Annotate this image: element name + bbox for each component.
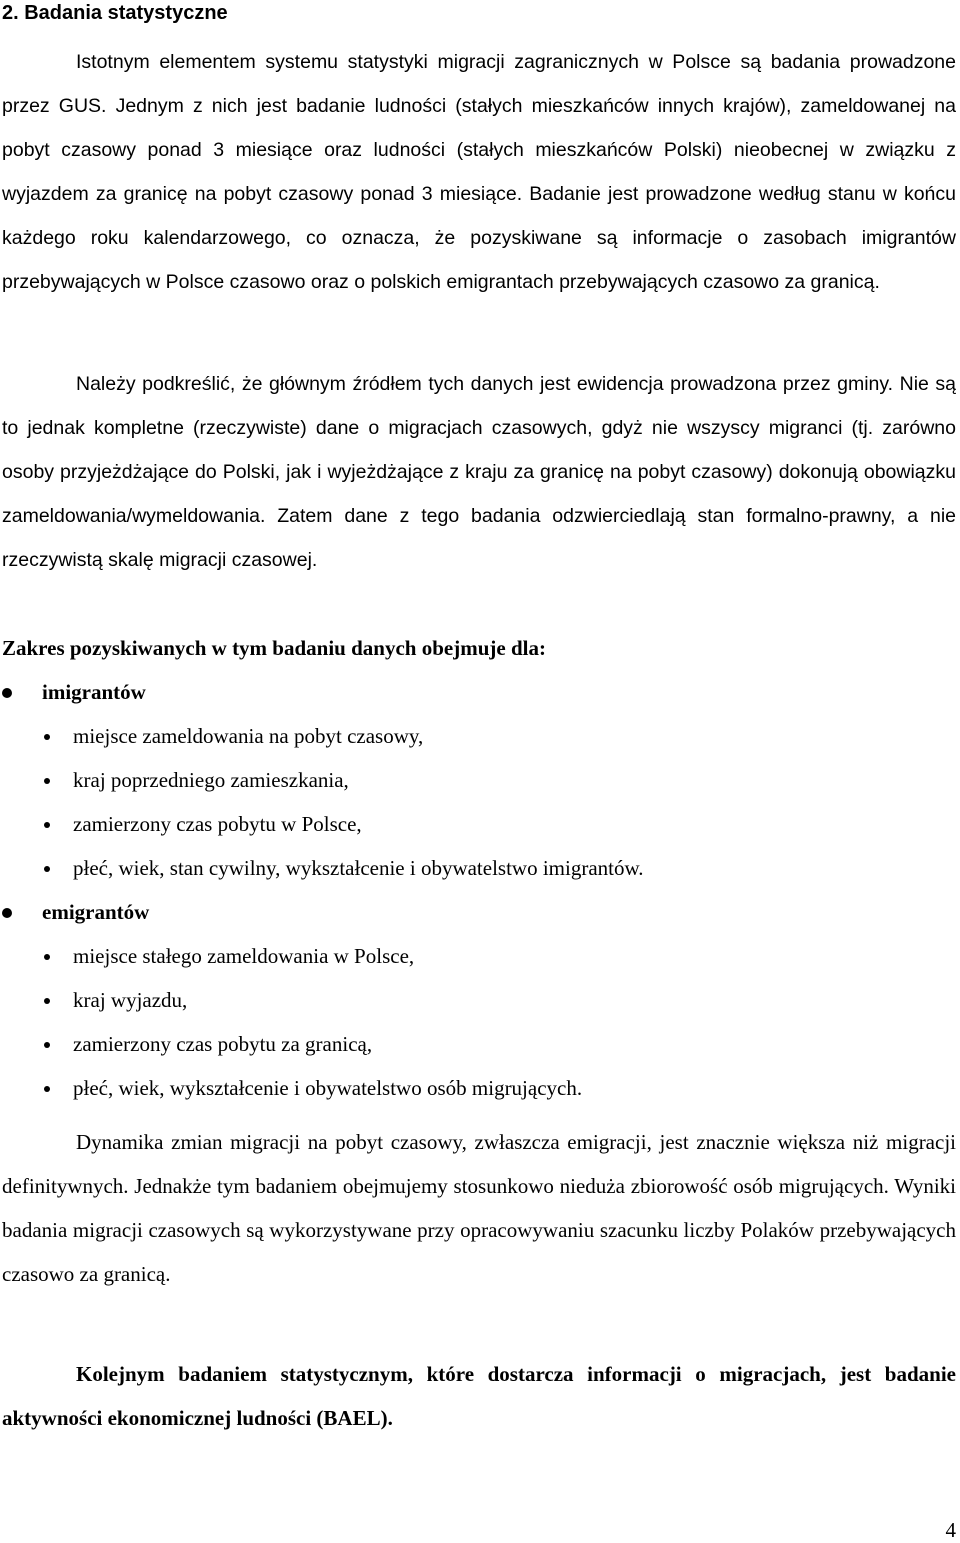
bullet-icon bbox=[44, 822, 50, 828]
paragraph-registry-source: Należy podkreślić, że głównym źródłem tych danych jest ewidencja prowadzona przez gminy. Nie są to jednak kompletne (rzeczywiste) dane o migracjach czasowych, gdyż nie wszyscy migranci (tj. zarówno osoby przyjeżdżające do Polski, jak i wyjeżdżające z kraju za granicę na pobyt czasowy) dokonują obowiązku zameldowania/wymeldowania. Zatem dane z tego badania odzwierciedlają stan formalno-prawny, a nie rzeczywistą skalę migracji czasowej. bbox=[2, 373, 956, 571]
bullet-icon bbox=[44, 1086, 50, 1092]
list-item bbox=[44, 978, 187, 1022]
paragraph-next-survey: Kolejnym badaniem statystycznym, które dostarcza informacji o migracjach, jest badanie aktywności ekonomicznej ludności (BAEL). bbox=[2, 1362, 956, 1430]
list-item bbox=[44, 714, 423, 758]
list-item bbox=[44, 758, 349, 802]
paragraph-dynamics: Dynamika zmian migracji na pobyt czasowy, zwłaszcza emigracji, jest znacznie większa niż migracji definitywnych. Jednakże tym badaniem obejmujemy stosunkowo nieduża zbiorowość osób migrujących. Wyniki badania migracji czasowych są wykorzystywane przy opracowywaniu szacunku liczby Polaków przebywających czasowo za granicą. bbox=[2, 1130, 956, 1286]
list-item-text: kraj poprzedniego zamieszkania, bbox=[73, 768, 349, 792]
section-heading: 2. Badania statystyczne bbox=[2, 2, 228, 24]
list-item bbox=[44, 934, 414, 978]
paragraph-gus-survey: Istotnym elementem systemu statystyki migracji zagranicznych w Polsce są badania prowadzone przez GUS. Jednym z nich jest badanie ludności (stałych mieszkańców innych krajów), zameldowanej na pobyt czasowy ponad 3 miesiące oraz ludności (stałych mieszkańców Polski) nieobecnej w związku z wyjazdem za granicę na pobyt czasowy ponad 3 miesiące. Badanie jest prowadzone według stanu w końcu każdego roku kalendarzowego, co oznacza, że pozyskiwane są informacje o zasobach imigrantów przebywających w Polsce czasowo oraz o polskich emigrantach przebywających czasowo za granicą. bbox=[2, 51, 956, 293]
bullet-icon bbox=[44, 998, 50, 1004]
bullet-icon bbox=[44, 866, 50, 872]
page-number: 4 bbox=[945, 1518, 956, 1542]
bullet-icon bbox=[2, 908, 12, 918]
list-item-text: miejsce zameldowania na pobyt czasowy, bbox=[73, 724, 424, 748]
list-item-text: zamierzony czas pobytu za granicą, bbox=[73, 1032, 373, 1056]
list-item-text: płeć, wiek, wykształcenie i obywatelstwo osób migrujących. bbox=[73, 1076, 583, 1100]
group-title: emigrantów bbox=[42, 900, 150, 924]
list-item-text: miejsce stałego zameldowania w Polsce, bbox=[73, 944, 415, 968]
bullet-icon bbox=[44, 1042, 50, 1048]
list-item bbox=[44, 1066, 582, 1110]
bullet-icon bbox=[44, 734, 50, 740]
list-item-text: kraj wyjazdu, bbox=[73, 988, 188, 1012]
list-item-text: zamierzony czas pobytu w Polsce, bbox=[73, 812, 362, 836]
bullet-icon bbox=[44, 954, 50, 960]
bullet-icon bbox=[44, 778, 50, 784]
list-item bbox=[44, 846, 644, 890]
group-emigrants bbox=[2, 890, 149, 934]
bullet-icon bbox=[2, 688, 12, 698]
list-item-text: płeć, wiek, stan cywilny, wykształcenie i obywatelstwo imigrantów. bbox=[73, 856, 644, 880]
scope-heading: Zakres pozyskiwanych w tym badaniu danych obejmuje dla: bbox=[2, 636, 546, 660]
group-immigrants bbox=[2, 670, 146, 714]
list-item bbox=[44, 1022, 372, 1066]
group-title: imigrantów bbox=[42, 680, 146, 704]
list-item bbox=[44, 802, 362, 846]
